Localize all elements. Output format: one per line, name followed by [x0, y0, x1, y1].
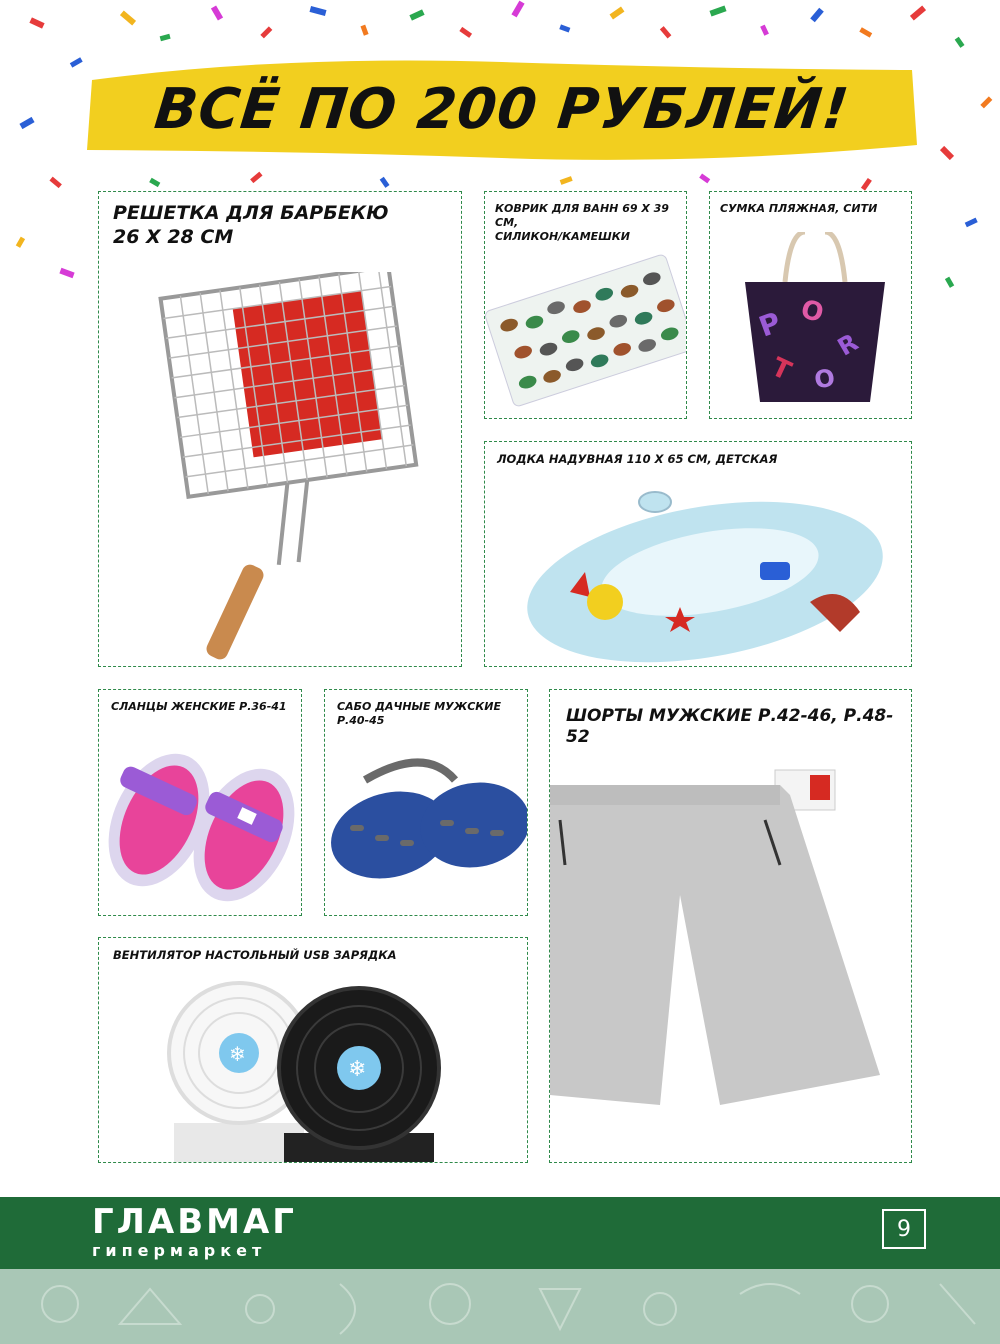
brand-logo[interactable] [92, 1202, 297, 1260]
logo-subtitle: гипермаркет [92, 1241, 267, 1260]
product-title: КОВРИК ДЛЯ ВАНН 69 Х 39 СМ, СИЛИКОН/КАМЕШКИ [495, 202, 669, 243]
product-card-womens-slippers[interactable] [98, 689, 302, 916]
svg-text:O: O [812, 363, 838, 395]
beach-bag-image [730, 232, 900, 417]
product-card-beach-bag[interactable] [709, 191, 912, 419]
svg-text:R: R [832, 328, 863, 362]
product-card-bath-mat[interactable] [484, 191, 687, 419]
svg-text:T: T [766, 352, 796, 387]
usb-fan-image [159, 973, 479, 1163]
bbq-grill-image [139, 272, 439, 662]
logo-name: ГЛАВМАГ [92, 1202, 297, 1242]
product-title: СЛАНЦЫ ЖЕНСКИЕ Р.36-41 [111, 700, 287, 713]
product-card-usb-fan[interactable] [98, 937, 528, 1163]
svg-text:O: O [797, 294, 827, 330]
product-title: ВЕНТИЛЯТОР НАСТОЛЬНЫЙ USB ЗАРЯДКА [113, 948, 397, 962]
svg-text:❄: ❄ [229, 1042, 246, 1066]
decorative-pattern [0, 1269, 1000, 1344]
product-title: РЕШЕТКА ДЛЯ БАРБЕКЮ 26 Х 28 СМ [113, 202, 389, 248]
svg-text:❄: ❄ [348, 1057, 367, 1082]
footer-bar [0, 1197, 1000, 1269]
headline-text: ВСЁ ПО 200 РУБЛЕЙ! [151, 76, 853, 142]
headline-banner [82, 50, 922, 168]
product-card-inflatable-boat[interactable] [484, 441, 912, 667]
product-title: ШОРТЫ МУЖСКИЕ Р.42-46, Р.48-52 [566, 706, 894, 748]
page-number: 9 [882, 1209, 926, 1249]
product-card-mens-clogs[interactable] [324, 689, 528, 916]
inflatable-boat-image [510, 482, 900, 667]
svg-text:P: P [754, 305, 786, 344]
product-card-mens-shorts[interactable] [549, 689, 912, 1163]
shorts-image [550, 765, 912, 1160]
bath-mat-image [485, 252, 687, 417]
clogs-image [325, 740, 528, 915]
product-title: СУМКА ПЛЯЖНАЯ, СИТИ [720, 202, 878, 215]
slippers-image [99, 740, 302, 915]
product-title: ЛОДКА НАДУВНАЯ 110 Х 65 СМ, ДЕТСКАЯ [497, 452, 778, 466]
product-title: САБО ДАЧНЫЕ МУЖСКИЕ Р.40-45 [337, 700, 501, 727]
product-card-bbq-grill[interactable] [98, 191, 462, 667]
